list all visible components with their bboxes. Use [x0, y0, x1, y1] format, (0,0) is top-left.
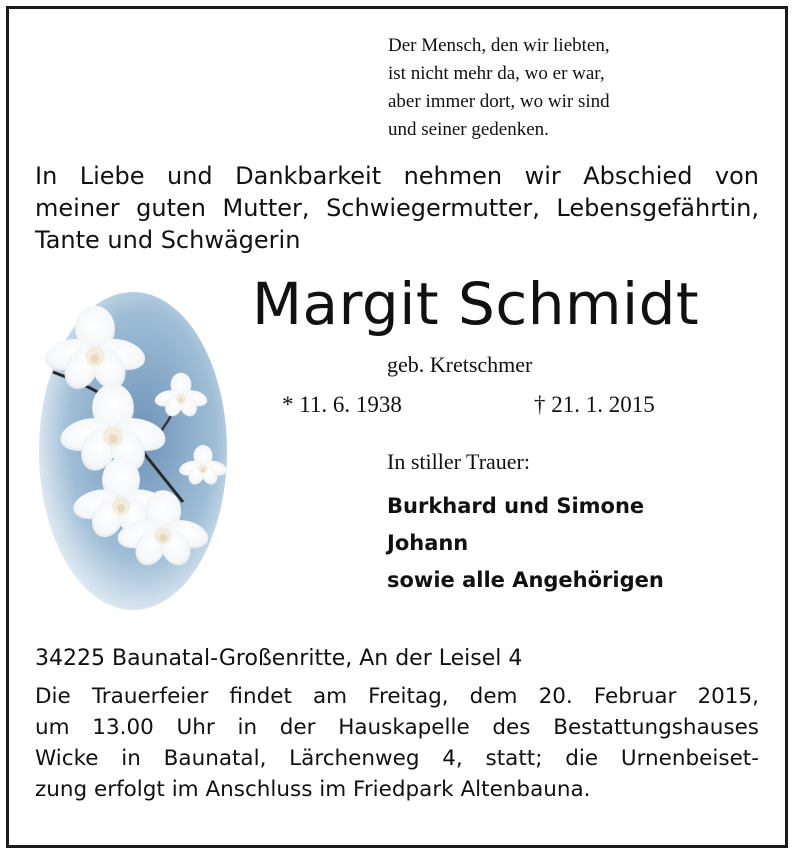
farewell-line: meiner guten Mutter, Schwiegermutter, Lebensgefährtin,: [35, 194, 759, 222]
orchid-image: [33, 292, 227, 610]
farewell-text: [35, 160, 759, 256]
service-line: um 13.00 Uhr in der Hauskapelle des Bestattungshauses: [35, 715, 759, 740]
death-date: † 21. 1. 2015: [534, 392, 655, 417]
mourner: sowie alle Angehörigen: [387, 568, 664, 592]
poem-line: aber immer dort, wo wir sind: [388, 91, 610, 112]
maiden-name: geb. Kretschmer: [387, 352, 533, 377]
memorial-poem: [388, 32, 610, 144]
mourner: Johann: [387, 531, 469, 555]
mourning-label: In stiller Trauer:: [387, 449, 530, 474]
address: 34225 Baunatal-Großenritte, An der Leisel 4: [35, 646, 523, 671]
mourner: Burkhard und Simone: [387, 494, 645, 518]
birth-date: * 11. 6. 1938: [282, 392, 402, 417]
poem-line: Der Mensch, den wir liebten,: [388, 35, 610, 56]
service-details: [35, 681, 759, 805]
farewell-line: In Liebe und Dankbarkeit nehmen wir Abschied von: [35, 162, 759, 190]
mourners-list: [387, 488, 664, 599]
farewell-line: Tante und Schwägerin: [35, 226, 301, 254]
service-line: Wicke in Baunatal, Lärchenweg 4, statt; die Urnenbeiset-: [35, 746, 759, 771]
service-line: Die Trauerfeier findet am Freitag, dem 20. Februar 2015,: [35, 684, 759, 709]
service-line: zung erfolgt im Anschluss im Friedpark Altenbauna.: [35, 777, 591, 802]
deceased-name: Margit Schmidt: [252, 270, 700, 338]
poem-line: und seiner gedenken.: [388, 119, 549, 140]
poem-line: ist nicht mehr da, wo er war,: [388, 63, 605, 84]
